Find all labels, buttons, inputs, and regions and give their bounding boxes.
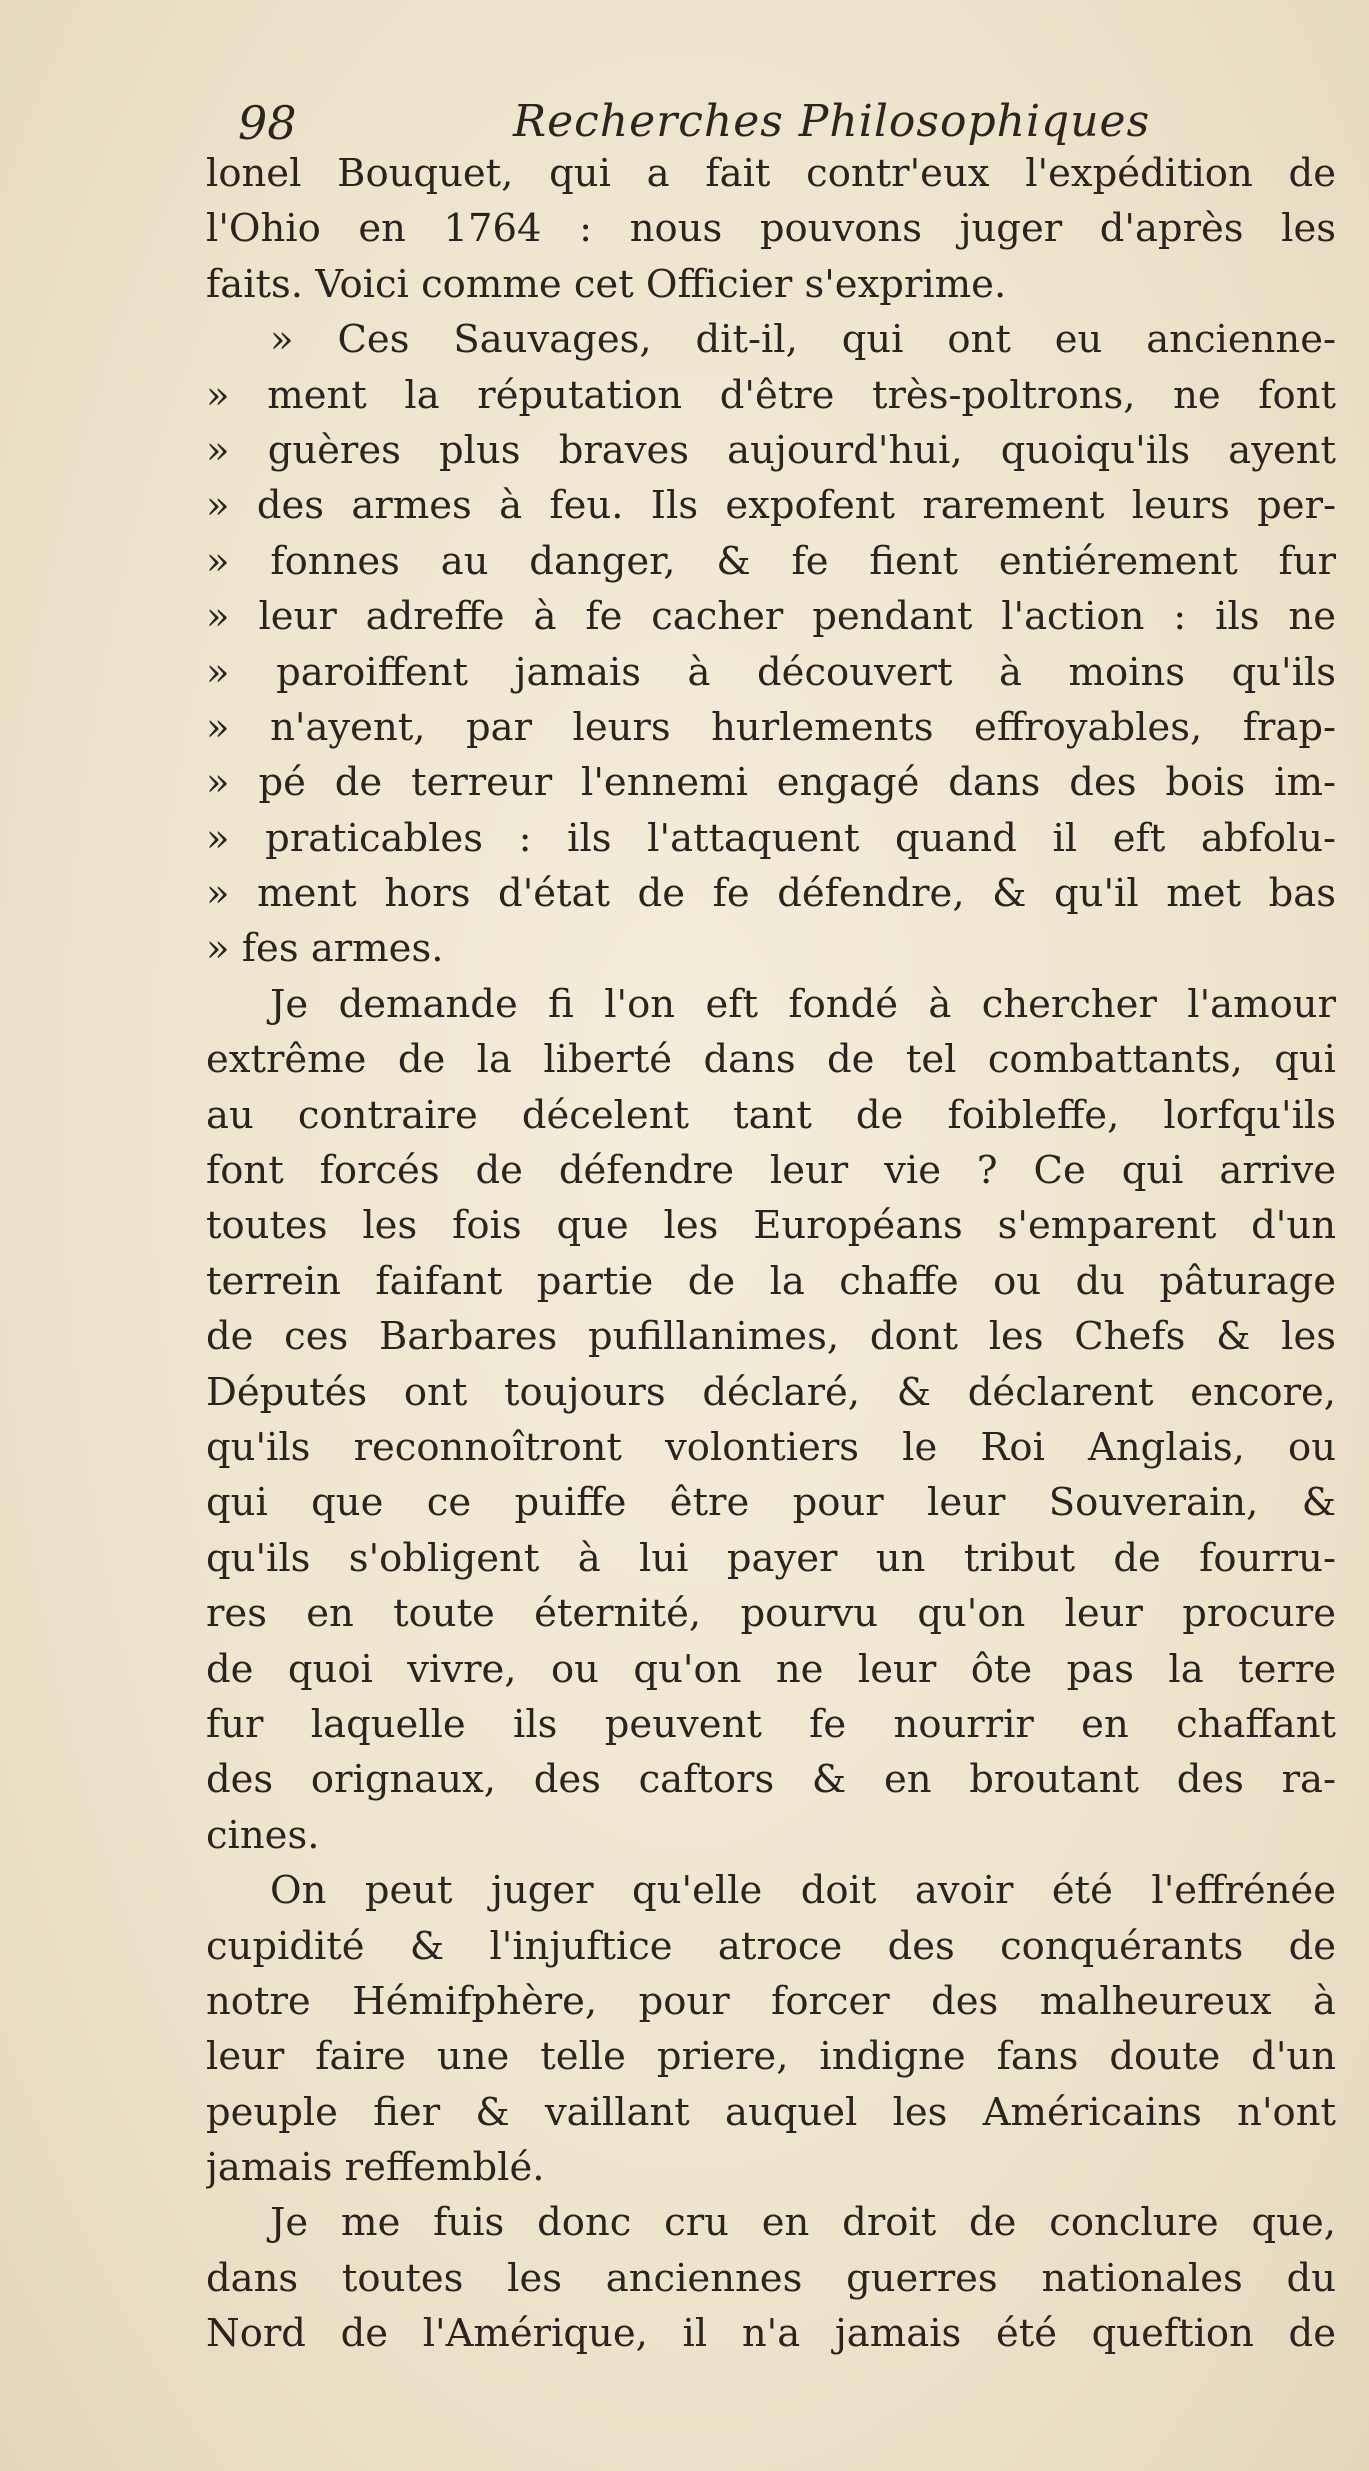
text-line: des orignaux, des caftors & en broutant des ra- — [206, 1757, 1336, 1803]
running-title: Recherches Philosophiques — [513, 96, 1151, 147]
text-line: cines. — [206, 1812, 320, 1858]
body-text — [206, 146, 1336, 2362]
text-line: leur faire une telle priere, indigne fans doute d'un — [206, 2034, 1336, 2080]
text-line: au contraire décelent tant de foibleffe, lorfqu'ils — [206, 1092, 1336, 1138]
text-line: Nord de l'Amérique, il n'a jamais été queftion de — [206, 2311, 1336, 2357]
quote-line: » praticables : ils l'attaquent quand il eft abfolu- — [206, 815, 1336, 861]
text-line: Députés ont toujours déclaré, & déclarent encore, — [206, 1369, 1336, 1415]
quote-line: » leur adreffe à fe cacher pendant l'action : ils ne — [206, 594, 1336, 640]
quote-line: » Ces Sauvages, dit-il, qui ont eu ancienne- — [270, 317, 1336, 363]
text-line: l'Ohio en 1764 : nous pouvons juger d'après les — [206, 206, 1336, 252]
text-line: Je demande fi l'on eft fondé à chercher l'amour — [270, 981, 1336, 1027]
text-line: res en toute éternité, pourvu qu'on leur procure — [206, 1591, 1336, 1637]
quote-line: » pé de terreur l'ennemi engagé dans des bois im- — [206, 760, 1336, 806]
text-line: faits. Voici comme cet Officier s'exprime. — [206, 261, 1007, 307]
text-line: qu'ils s'obligent à lui payer un tribut de fourru- — [206, 1535, 1336, 1581]
quote-line: » fonnes au danger, & fe fient entiérement fur — [206, 538, 1336, 584]
text-line: de ces Barbares pufillanimes, dont les Chefs & les — [206, 1314, 1336, 1360]
page-number: 98 — [238, 96, 297, 150]
text-line: On peut juger qu'elle doit avoir été l'effrénée — [270, 1868, 1336, 1914]
text-line: dans toutes les anciennes guerres nationales du — [206, 2255, 1336, 2301]
quote-line: » ment la réputation d'être très-poltrons, ne font — [206, 372, 1336, 418]
text-line: font forcés de défendre leur vie ? Ce qui arrive — [206, 1148, 1336, 1194]
quote-line: » fes armes. — [206, 926, 444, 972]
text-line: lonel Bouquet, qui a fait contr'eux l'expédition de — [206, 151, 1336, 196]
text-line: toutes les fois que les Européans s'emparent d'un — [206, 1203, 1336, 1249]
quote-line: » des armes à feu. Ils expofent rarement leurs per- — [206, 483, 1336, 529]
text-line: notre Hémifphère, pour forcer des malheureux à — [206, 1978, 1336, 2024]
text-line: peuple fier & vaillant auquel les Américains n'ont — [206, 2089, 1336, 2135]
text-line: fur laquelle ils peuvent fe nourrir en chaffant — [206, 1701, 1336, 1747]
text-line: extrême de la liberté dans de tel combattants, qui — [206, 1037, 1336, 1083]
quote-line: » guères plus braves aujourd'hui, quoiqu'ils ayent — [206, 427, 1336, 473]
text-line: cupidité & l'injuftice atroce des conquérants de — [206, 1923, 1336, 1969]
text-line: qui que ce puiffe être pour leur Souverain, & — [206, 1480, 1336, 1526]
text-line: qu'ils reconnoîtront volontiers le Roi Anglais, ou — [206, 1424, 1336, 1470]
text-line: de quoi vivre, ou qu'on ne leur ôte pas la terre — [206, 1646, 1336, 1692]
text-line: jamais reffemblé. — [206, 2145, 545, 2191]
text-line: Je me fuis donc cru en droit de conclure que, — [270, 2200, 1336, 2246]
quote-line: » paroiffent jamais à découvert à moins qu'ils — [206, 649, 1336, 695]
text-line: terrein faifant partie de la chaffe ou du pâturage — [206, 1258, 1336, 1304]
quote-line: » n'ayent, par leurs hurlements effroyables, frap- — [206, 704, 1336, 750]
quote-line: » ment hors d'état de fe défendre, & qu'il met bas — [206, 871, 1336, 917]
